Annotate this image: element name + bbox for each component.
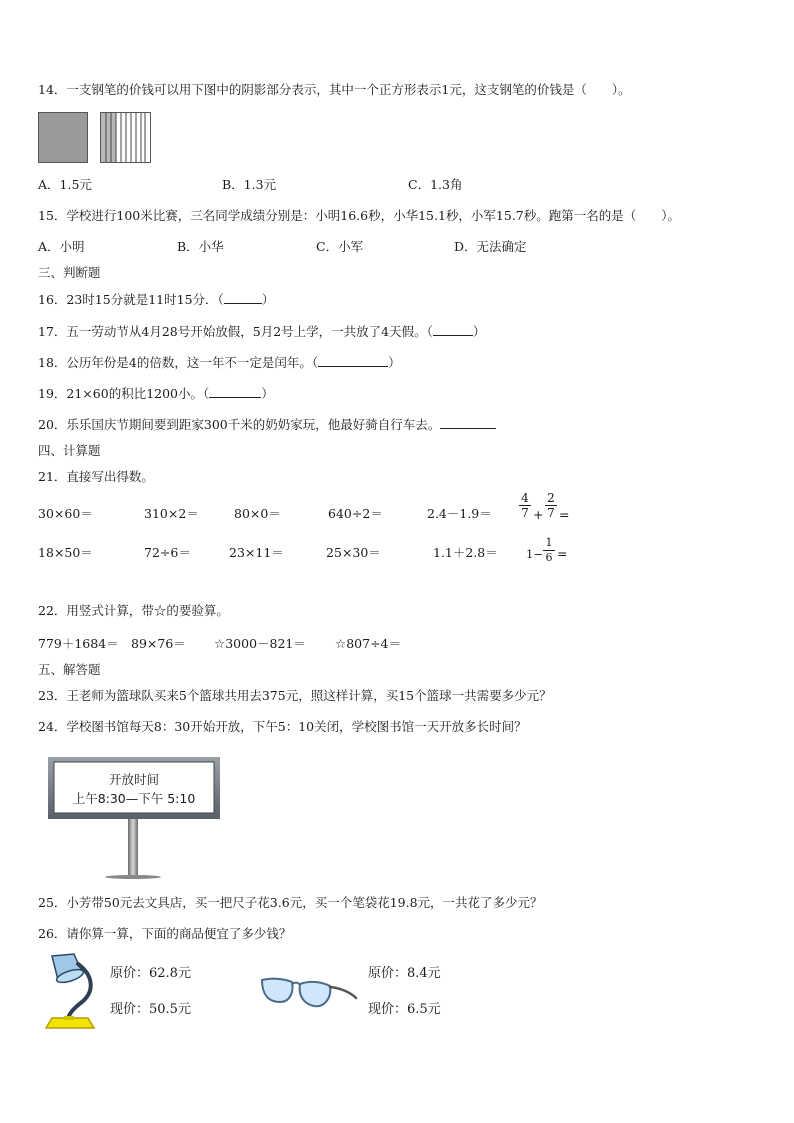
vertical-calc-item: ☆3000－821＝: [214, 636, 306, 651]
question-24: 24．学校图书馆每天8：30开始开放，下午5：10关闭，学校图书馆一天开放多长时间？: [38, 719, 527, 734]
vertical-calc-item: 779＋1684＝: [38, 636, 119, 651]
calc-item: 310×2＝: [144, 506, 199, 521]
question-15: 15．学校进行100米比赛，三名同学成绩分别是：小明16.6秒，小华15.1秒，小军15.7秒。跑第一名的是（ ）。: [38, 208, 681, 223]
question-23: 23．王老师为篮球队买来5个篮球共用去375元，照这样计算，买15个篮球一共需要多少元？: [38, 688, 552, 703]
q14-option-b: B．1.3元: [222, 177, 277, 192]
answer-blank[interactable]: [224, 291, 262, 304]
fraction: [519, 491, 531, 520]
q18-close: ）: [388, 355, 401, 370]
question-17: [38, 323, 485, 340]
q15-option-d: D．无法确定: [454, 239, 527, 254]
numerator: 2: [547, 491, 555, 505]
denominator: 6: [545, 551, 553, 564]
q19-close: ）: [261, 386, 274, 401]
q14-option-a: A．1.5元: [38, 177, 92, 192]
section-calculation-heading: 四、计算题: [38, 443, 101, 458]
figure-shaded-square: [38, 112, 88, 163]
answer-blank[interactable]: [318, 354, 388, 367]
calc-item: 72÷6＝: [144, 545, 191, 560]
equals-sign: =: [559, 507, 570, 522]
sign-hours: 上午8:30—下午 5:10: [72, 791, 196, 806]
question-26: 26．请你算一算，下面的商品便宜了多少钱？: [38, 926, 292, 941]
calc-item: 23×11＝: [229, 545, 284, 560]
question-25: 25．小芳带50元去文具店，买一把尺子花3.6元，买一个笔袋花19.8元，一共花了多少元？: [38, 895, 543, 910]
calc-item: 2.4－1.9＝: [427, 506, 492, 521]
question-20: [38, 416, 496, 433]
fraction: [545, 491, 557, 520]
fraction: [543, 536, 555, 565]
section-word-problems-heading: 五、解答题: [38, 662, 101, 677]
numerator: 4: [521, 491, 529, 505]
vertical-calc-item: 89×76＝: [131, 636, 186, 651]
question-19: [38, 385, 274, 402]
plus-sign: +: [533, 507, 544, 522]
q19-text: 19．21×60的积比1200小。（: [38, 386, 210, 401]
q18-text: 18．公历年份是4的倍数，这一年不一定是闰年。（: [38, 355, 319, 370]
q15-option-a: A．小明: [38, 239, 85, 254]
question-18: [38, 354, 401, 371]
figure-striped-square: [100, 112, 151, 163]
question-16: [38, 291, 274, 308]
opening-hours-sign: [48, 757, 220, 879]
calc-item: 640÷2＝: [328, 506, 383, 521]
q15-option-b: B．小华: [177, 239, 224, 254]
denominator: 7: [521, 506, 529, 520]
answer-blank[interactable]: [440, 416, 496, 429]
calc-item: 25×30＝: [326, 545, 381, 560]
q14-option-c: C．1.3角: [408, 177, 463, 192]
section-judgement-heading: 三、判断题: [38, 265, 101, 280]
lamp-current-price: 现价：50.5元: [110, 1002, 191, 1017]
glasses-current-price: 现价：6.5元: [368, 1002, 441, 1017]
question-14: 14．一支钢笔的价钱可以用下图中的阴影部分表示，其中一个正方形表示1元，这支钢笔的价钱是（ ）。: [38, 82, 631, 97]
answer-blank[interactable]: [209, 385, 261, 398]
glasses-original-price: 原价：8.4元: [368, 966, 441, 981]
question-21: 21．直接写出得数。: [38, 469, 154, 484]
denominator: 7: [547, 506, 555, 520]
q20-text: 20．乐乐国庆节期间要到距家300千米的奶奶家玩，他最好骑自行车去。: [38, 417, 441, 432]
question-22: 22．用竖式计算，带☆的要验算。: [38, 603, 229, 618]
desk-lamp-icon: [38, 950, 102, 1032]
q15-option-c: C．小军: [316, 239, 364, 254]
calc-item: 18×50＝: [38, 545, 93, 560]
lamp-original-price: 原价：62.8元: [110, 966, 191, 981]
numerator: 1: [545, 536, 553, 549]
calc-item: 80×0＝: [234, 506, 281, 521]
q16-close: ）: [261, 292, 275, 307]
calc-item: 1.1＋2.8＝: [433, 545, 498, 560]
calc-item: 30×60＝: [38, 506, 93, 521]
answer-blank[interactable]: [433, 323, 473, 336]
q16-text: 16．23时15分就是11时15分．（: [38, 292, 224, 307]
q17-close: ）: [472, 324, 486, 339]
vertical-calc-item: ☆807÷4＝: [335, 636, 401, 651]
q17-text: 17．五一劳动节从4月28号开始放假，5月2号上学，一共放了4天假。（: [38, 324, 433, 339]
sign-title: 开放时间: [108, 772, 159, 787]
calc-lead: 1−: [526, 547, 543, 561]
glasses-icon: [258, 972, 360, 1022]
equals-sign: =: [557, 546, 568, 561]
